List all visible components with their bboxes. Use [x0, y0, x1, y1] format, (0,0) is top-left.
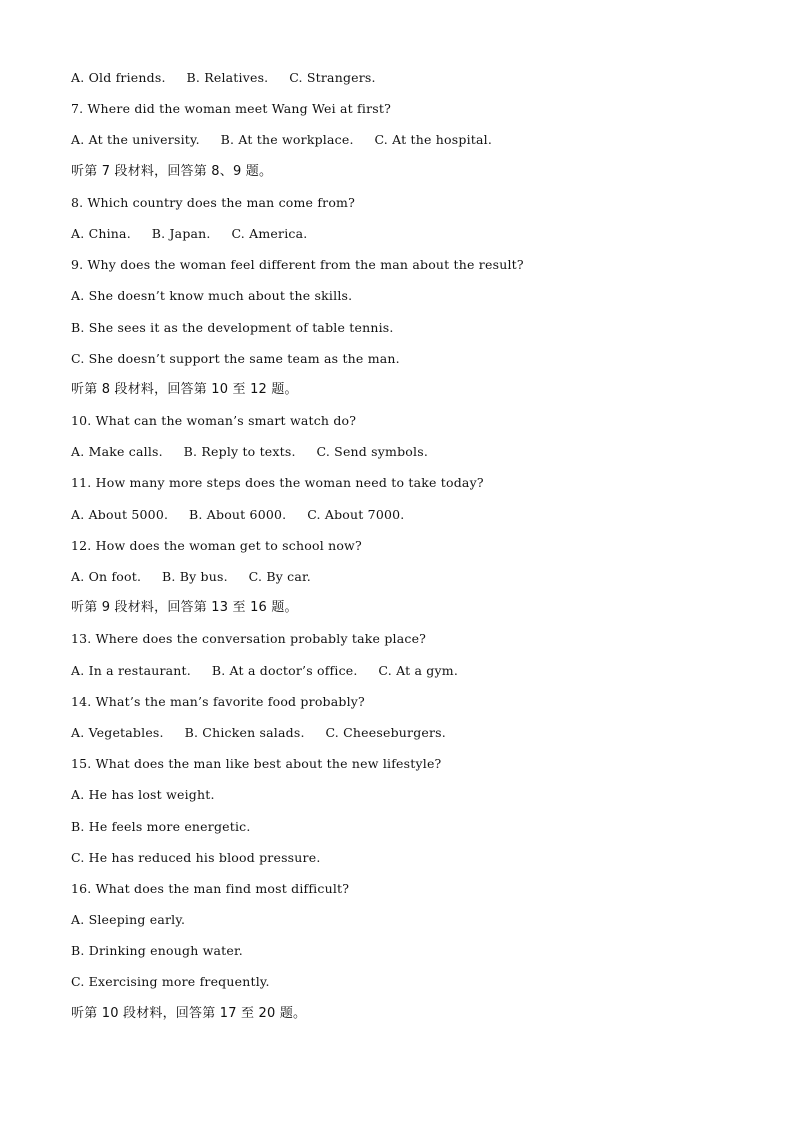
section-heading-10: 听第 10 段材料，回答第 17 至 20 题。 [71, 1005, 307, 1021]
option-line-q14: A. Vegetables. B. Chicken salads. C. Cheeseburgers. [71, 724, 446, 740]
question-10: 10. What can the woman’s smart watch do? [71, 413, 357, 429]
question-12: 12. How does the woman get to school now? [71, 537, 362, 553]
option-q9-b: B. She sees it as the development of table tennis. [71, 319, 394, 335]
question-16: 16. What does the man find most difficult? [71, 880, 350, 896]
question-13: 13. Where does the conversation probably take place? [71, 631, 427, 647]
option-q16-a: A. Sleeping early. [71, 912, 186, 928]
option-line-q10: A. Make calls. B. Reply to texts. C. Send symbols. [71, 444, 429, 460]
question-7: 7. Where did the woman meet Wang Wei at first? [71, 101, 391, 117]
option-q15-b: B. He feels more energetic. [71, 818, 251, 834]
question-11: 11. How many more steps does the woman need to take today? [71, 475, 484, 491]
option-q16-c: C. Exercising more frequently. [71, 974, 270, 990]
section-heading-8: 听第 8 段材料，回答第 10 至 12 题。 [71, 381, 298, 397]
document-page [71, 62, 751, 1029]
option-q16-b: B. Drinking enough water. [71, 943, 243, 959]
option-line-q8: A. China. B. Japan. C. America. [71, 225, 308, 241]
option-line-q12: A. On foot. B. By bus. C. By car. [71, 569, 311, 584]
option-q9-c: C. She doesn’t support the same team as the man. [71, 350, 400, 366]
option-q15-c: C. He has reduced his blood pressure. [71, 849, 321, 865]
question-8: 8. Which country does the man come from? [71, 194, 356, 210]
option-line-q6: A. Old friends. B. Relatives. C. Strangers. [71, 70, 376, 85]
option-q15-a: A. He has lost weight. [71, 787, 215, 803]
question-15: 15. What does the man like best about the new lifestyle? [71, 756, 442, 772]
section-heading-9: 听第 9 段材料，回答第 13 至 16 题。 [71, 600, 298, 616]
section-heading-7: 听第 7 段材料，回答第 8、9 题。 [71, 163, 273, 179]
question-9: 9. Why does the woman feel different from the man about the result? [71, 257, 524, 273]
option-line-q7: A. At the university. B. At the workplace. C. At the hospital. [71, 132, 493, 148]
option-line-q11: A. About 5000. B. About 6000. C. About 7000. [71, 506, 405, 522]
option-line-q13: A. In a restaurant. B. At a doctor’s office. C. At a gym. [71, 662, 458, 678]
question-14: 14. What’s the man’s favorite food probably? [71, 693, 365, 709]
option-q9-a: A. She doesn’t know much about the skills. [71, 288, 353, 304]
